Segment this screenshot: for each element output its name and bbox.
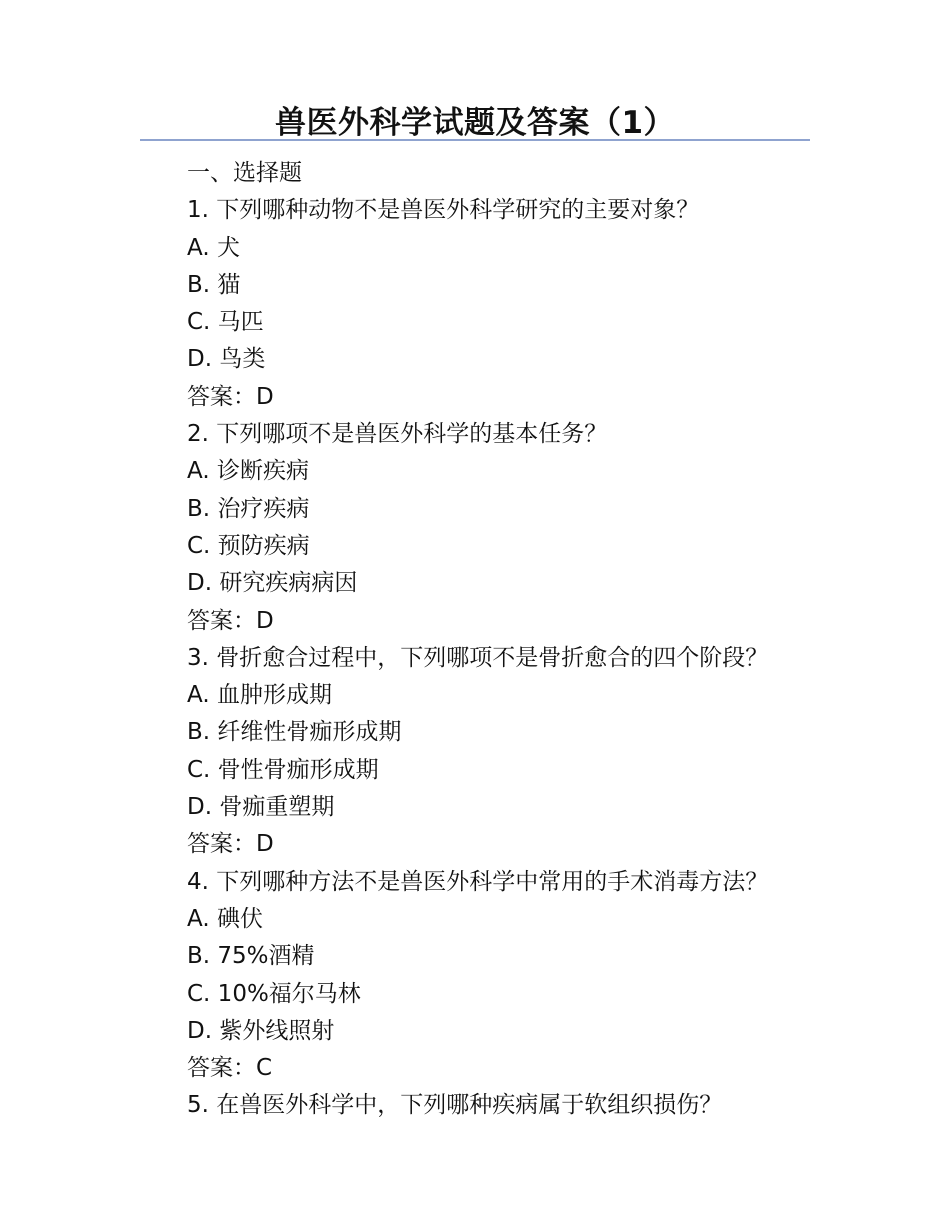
- option-d: D. 研究疾病病因: [187, 570, 358, 597]
- question-stem: 1. 下列哪种动物不是兽医外科学研究的主要对象？: [187, 197, 700, 224]
- option-a: A. 犬: [187, 234, 240, 261]
- question-5: [187, 1087, 827, 1124]
- question-stem: 4. 下列哪种方法不是兽医外科学中常用的手术消毒方法？: [187, 868, 769, 895]
- option-b: B. 猫: [187, 271, 241, 298]
- option-c: C. 骨性骨痂形成期: [187, 756, 379, 783]
- question-stem: 5. 在兽医外科学中，下列哪种疾病属于软组织损伤？: [187, 1092, 723, 1119]
- question-2: [187, 416, 827, 640]
- option-d: D. 鸟类: [187, 346, 266, 373]
- option-c: C. 马匹: [187, 309, 264, 336]
- question-stem: 3. 骨折愈合过程中，下列哪项不是骨折愈合的四个阶段？: [187, 644, 769, 671]
- option-c: C. 预防疾病: [187, 532, 310, 559]
- option-d: D. 紫外线照射: [187, 1017, 335, 1044]
- option-d: D. 骨痂重塑期: [187, 794, 335, 821]
- option-b: B. 治疗疾病: [187, 495, 310, 522]
- document-body: [187, 155, 827, 1125]
- option-a: A. 血肿形成期: [187, 682, 332, 709]
- question-3: [187, 640, 827, 864]
- question-1: [187, 192, 827, 416]
- option-a: A. 碘伏: [187, 905, 263, 932]
- option-b: B. 75%酒精: [187, 943, 315, 970]
- section-heading: 一、选择题: [187, 160, 302, 186]
- answer-line: 答案：D: [187, 607, 274, 634]
- option-a: A. 诊断疾病: [187, 458, 309, 485]
- answer-line: 答案：D: [187, 831, 274, 858]
- question-stem: 2. 下列哪项不是兽医外科学的基本任务？: [187, 421, 608, 448]
- option-c: C. 10%福尔马林: [187, 980, 361, 1007]
- document-title: 兽医外科学试题及答案（1）: [274, 105, 676, 141]
- option-b: B. 纤维性骨痂形成期: [187, 719, 402, 746]
- answer-line: 答案：C: [187, 1055, 273, 1082]
- question-4: [187, 864, 827, 1088]
- answer-line: 答案：D: [187, 383, 274, 410]
- title-underline: [140, 139, 810, 141]
